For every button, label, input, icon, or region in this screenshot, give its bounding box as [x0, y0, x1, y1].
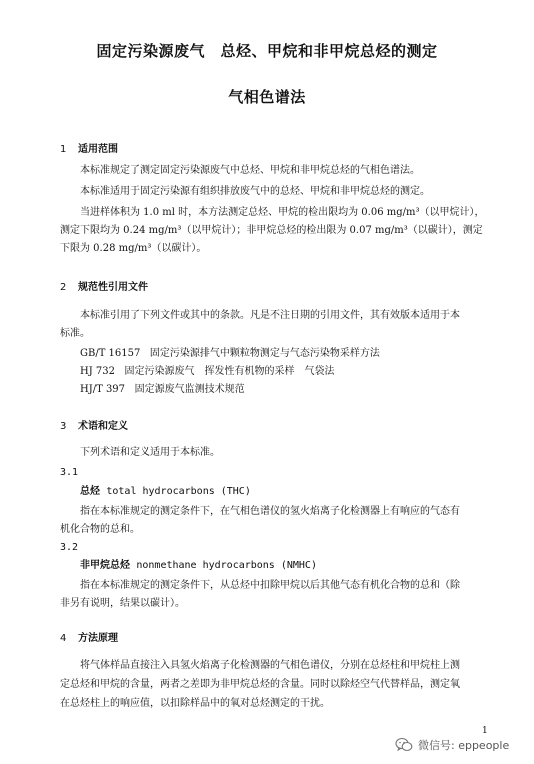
- term-en: nonmethane hydrocarbons (NMHC): [136, 560, 317, 571]
- reference-title: 固定污染源废气 挥发性有机物的采样 气袋法: [124, 366, 335, 377]
- paragraph-line: 定总烃和甲烷的含量，两者之差即为非甲烷总烃的含量。同时以除烃空气代替样品，测定氧: [60, 679, 460, 690]
- definition-line: 指在本标准规定的测定条件下，在气相色谱仪的氢火焰离子化检测器上有响应的气态有: [80, 506, 460, 517]
- paragraph-line: 在总烃柱上的响应值，以扣除样品中的氧对总烃测定的干扰。: [60, 698, 330, 709]
- definition-line: 指在本标准规定的测定条件下，从总烃中扣除甲烷以后其他气态有机化合物的总和（除: [80, 580, 460, 591]
- reference-title: 固定污染源排气中颗粒物测定与气态污染物采样方法: [149, 348, 380, 359]
- definition-line: 机化合物的总和。: [60, 524, 140, 535]
- paragraph-line: 标准。: [60, 328, 90, 339]
- section-title: 术语和定义: [78, 421, 128, 432]
- section-title: 适用范围: [78, 144, 118, 155]
- section-heading-scope: [60, 140, 118, 155]
- section-heading-principle: [60, 629, 118, 644]
- paragraph-line: 当进样体积为 1.0 ml 时，本方法测定总烃、甲烷的检出限均为 0.06 mg/m³（以甲烷计），: [80, 207, 485, 218]
- term-title: [80, 560, 317, 572]
- definition-line: 非另有说明，结果以碳计）。: [60, 598, 185, 609]
- term-zh: 非甲烷总烃: [80, 560, 130, 571]
- section-heading-terms: [60, 417, 128, 432]
- section-number: 4: [60, 633, 67, 644]
- wechat-icon: [395, 737, 413, 753]
- reference-code: HJ/T 397: [80, 384, 126, 395]
- term-title: [80, 486, 251, 498]
- wechat-watermark: [395, 737, 509, 753]
- section-number: 1: [60, 144, 67, 155]
- term-zh: 总烃: [80, 486, 100, 497]
- paragraph-line: 本标准适用于固定污染源有组织排放废气中的总烃、甲烷和非甲烷总烃的测定。: [80, 186, 430, 197]
- section-heading-references: [60, 278, 148, 293]
- paragraph-line: 测定下限均为 0.24 mg/m³（以甲烷计）；非甲烷总烃的检出限为 0.07 mg/m³（以碳计），测定: [60, 225, 483, 236]
- reference-item: [80, 384, 245, 396]
- section-title: 规范性引用文件: [78, 282, 148, 293]
- reference-item: [80, 366, 335, 378]
- paragraph-line: 本标准引用了下列文件或其中的条款。凡是不注日期的引用文件，其有效版本适用于本: [80, 310, 460, 321]
- paragraph-line: 本标准规定了测定固定污染源废气中总烃、甲烷和非甲烷总烃的气相色谱法。: [80, 165, 420, 176]
- term-number: 3.2: [60, 542, 79, 553]
- paragraph-line: 将气体样品直接注入具氢火焰离子化检测器的气相色谱仪，分别在总烃柱和甲烷柱上测: [80, 660, 460, 671]
- term-en: total hydrocarbons (THC): [106, 486, 251, 497]
- paragraph-line: 下限为 0.28 mg/m³（以碳计）。: [60, 243, 207, 254]
- term-number: 3.1: [60, 467, 79, 478]
- reference-code: HJ 732: [80, 366, 115, 377]
- paragraph-line: 下列术语和定义适用于本标准。: [80, 447, 220, 458]
- document-title: 固定污染源废气 总烃、甲烷和非甲烷总烃的测定: [96, 42, 438, 60]
- section-number: 3: [60, 421, 67, 432]
- page-number: 1: [482, 726, 488, 736]
- section-title: 方法原理: [78, 633, 118, 644]
- reference-code: GB/T 16157: [80, 348, 141, 359]
- reference-title: 固定源废气监测技术规范: [134, 384, 245, 395]
- wechat-id-text: 微信号: eppeople: [418, 739, 510, 752]
- reference-item: [80, 348, 380, 360]
- document-subtitle: 气相色谱法: [228, 88, 306, 106]
- section-number: 2: [60, 282, 67, 293]
